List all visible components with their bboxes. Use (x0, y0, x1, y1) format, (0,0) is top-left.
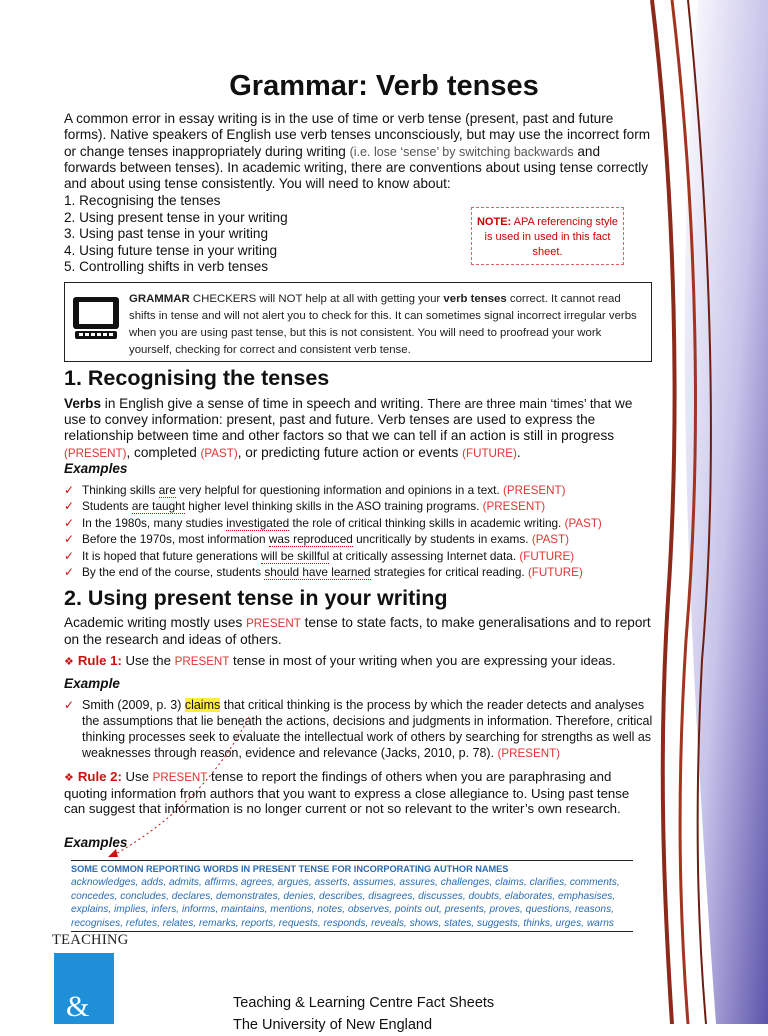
list-item (64, 482, 654, 498)
s1-text-1b: There are three main ‘times’ that (427, 396, 612, 411)
example-text: Smith (2009, p. 3) (82, 698, 185, 712)
topic-item: 3. Using past tense in your writing (64, 226, 269, 242)
example-text: Before the 1970s, most information (82, 532, 269, 547)
examples-label: Examples (64, 461, 128, 476)
example-text: Students (82, 499, 132, 514)
rule-1-text-1: Use the (121, 653, 175, 668)
example-verb: are taught (131, 499, 185, 514)
list-item (64, 564, 654, 580)
topics-list (64, 193, 288, 276)
s1-text-5: . (516, 444, 521, 460)
tense-tag: (PAST) (531, 533, 569, 547)
check-icon: ✓ (64, 564, 75, 579)
example-verb: investigated (226, 515, 290, 530)
example-text: Thinking skills (82, 483, 159, 497)
example-text: strategies for critical reading. (370, 564, 528, 579)
rule-1 (64, 653, 654, 670)
check-icon: ✓ (64, 515, 75, 530)
check-icon: ✓ (64, 548, 75, 563)
check-icon: ✓ (64, 483, 75, 497)
example-text: It is hoped that future generations (82, 548, 262, 563)
callout-text-1: CHECKERS will NOT help at all with getting your (189, 293, 444, 305)
rule-2-text-1: Use (121, 769, 153, 784)
tense-tag: (PRESENT) (503, 484, 566, 497)
example-label: Example (64, 676, 120, 691)
example-text: higher level thinking skills in the ASO training programs. (184, 499, 483, 514)
rule-2-label: Rule 2: (77, 769, 122, 784)
check-icon: ✓ (64, 698, 75, 712)
list-item (64, 548, 654, 564)
example-verb: will be skillful (261, 548, 330, 563)
apa-note-box (471, 207, 624, 265)
check-icon: ✓ (64, 532, 75, 547)
reporting-words-list: acknowledges, adds, admits, affirms, agrees, argues, asserts, assumes, assures, challenges, claims, clarifies, comments, concedes, concludes, declares, demonstrates, denies, describes, disagrees, discusses, doubts, elaborates, emphasises, explains, implies, infers, informs, maintains, mentions, notes, observes, points out, presents, proves, questions, reasons, recognises, refutes, relates, remarks, reports, requests, responds, reveals, shows, states, suggests, thinks, urges, warns (71, 877, 620, 929)
verbs-lead: Verbs (64, 396, 102, 411)
diamond-bullet-icon: ❖ (64, 656, 74, 668)
grammar-checker-callout (64, 282, 652, 362)
section-1-heading: 1. Recognising the tenses (64, 366, 330, 390)
s2-text-2: tense to state facts, to make generalisations and to report on the research and ideas of others. (64, 615, 651, 648)
note-label: NOTE: (476, 216, 512, 228)
reporting-words-title: SOME COMMON REPORTING WORDS IN PRESENT TENSE FOR INCORPORATING AUTHOR NAMES (71, 864, 509, 874)
intro-aside: (i.e. lose ‘sense’ by switching backwards (349, 144, 574, 159)
reporting-words-box (71, 860, 633, 932)
note-text: APA referencing style is used in used in this fact sheet. (484, 216, 619, 258)
footer-line-1: Teaching & Learning Centre Fact Sheets (233, 995, 495, 1011)
tense-tag: (PRESENT) (497, 747, 561, 760)
list-item (64, 498, 654, 514)
tense-tag: (FUTURE) (527, 565, 583, 579)
example-text: uncritically by students in exams. (352, 532, 532, 547)
rule-1-label: Rule 1: (77, 653, 122, 668)
present-tag: (PRESENT) (64, 446, 127, 460)
example-text: By the end of the course, students (82, 564, 265, 579)
section-2-heading: 2. Using present tense in your writing (64, 586, 448, 610)
s1-text-2: we use to convey information: present, past and future. Verb tenses are used to express the relationship between time and other factors so that we can tell if an action is still in progress (64, 396, 633, 444)
future-tag: (FUTURE) (462, 446, 517, 460)
tense-tag: (PAST) (564, 516, 602, 530)
s2-text-1: Academic writing mostly uses (64, 615, 247, 630)
rule-2-text-2: tense to report the findings of others when you are paraphrasing and quoting information from authors that you want to express a close allegiance to. Using past tense can suggest that information is no longer current or not so relevant to the writer’s own research. (64, 769, 630, 817)
s1-text-1: in English give a sense of time in speech and writing. (101, 396, 428, 411)
tense-tag: (PRESENT) (482, 500, 546, 514)
check-icon: ✓ (64, 499, 75, 514)
callout-text (129, 291, 643, 359)
list-item (64, 531, 654, 547)
rule-1-text-2: tense in most of your writing when you are expressing your ideas. (229, 653, 616, 668)
s1-text-3: , completed (126, 444, 201, 460)
footer (233, 992, 494, 1036)
examples-label-2: Examples (64, 835, 128, 850)
section-1-paragraph (64, 396, 654, 462)
callout-bold: verb tenses (443, 293, 507, 305)
logo-ampersand: & (66, 990, 90, 1023)
example-verb: are (158, 483, 176, 497)
highlighted-verb: claims (184, 698, 221, 712)
intro-text-2: and forwards between tenses). In academic writing, there are conventions about using tense correctly and about using tense consistently. You will need to know about: (64, 143, 649, 192)
example-text: very helpful for questioning information and opinions in a text. (175, 483, 503, 497)
tense-examples-list (64, 482, 654, 580)
tense-tag: (FUTURE) (519, 549, 575, 563)
footer-line-2: The University of New England (233, 1017, 433, 1033)
computer-icon (71, 295, 121, 341)
intro-text-1: A common error in essay writing is in the use of time or verb tense (present, past and future forms). Native speakers of English use verb tenses unconsciously, but may use the incorrect form or change tenses inappropriately during writing (64, 111, 651, 159)
topic-item: 4. Using future tense in your writing (64, 242, 278, 258)
example-verb: was reproduced (268, 532, 353, 547)
example-text: In the 1980s, many studies (82, 515, 227, 530)
example-text: that critical thinking is the process by which the reader detects and analyses the assumptions that lie beneath the actions, decisions and judgments in information. Therefore, critical thinking processes seek to evaluate the intellectual work of others by searching for strengths as well as weaknesses through reason, evidence and relevance (Jacks, 2010, p. 78). (82, 698, 653, 760)
diamond-bullet-icon: ❖ (64, 772, 74, 784)
topic-item: 2. Using present tense in your writing (64, 209, 288, 225)
logo-word: TEACHING (52, 932, 129, 948)
example-verb: should have learned (264, 564, 371, 579)
list-item (64, 515, 654, 531)
page-title: Grammar: Verb tenses (229, 70, 539, 102)
topic-item: 1. Recognising the tenses (64, 193, 221, 208)
callout-text-2: correct. It cannot read shifts in tense and will not alert you to check for this. It can sometimes signal incorrect irregular verbs when you are using past tense, but this is not consistent. You will need to proofread your work yourself, checking for correct and consistent verb tense. (129, 293, 637, 356)
rule-2 (64, 769, 654, 817)
present-word: PRESENT (174, 655, 230, 668)
topic-item: 5. Controlling shifts in verb tenses (64, 259, 269, 275)
s1-text-4: , or predicting future action or events (237, 444, 463, 460)
present-word: PRESENT (246, 617, 301, 630)
present-word: PRESENT (152, 771, 208, 784)
section-2-paragraph (64, 615, 654, 648)
past-tag: (PAST) (200, 446, 238, 460)
example-text: the role of critical thinking skills in academic writing. (289, 515, 565, 530)
callout-lead: GRAMMAR (129, 293, 190, 305)
intro-paragraph (64, 111, 654, 192)
example-text: at critically assessing Internet data. (329, 548, 520, 563)
